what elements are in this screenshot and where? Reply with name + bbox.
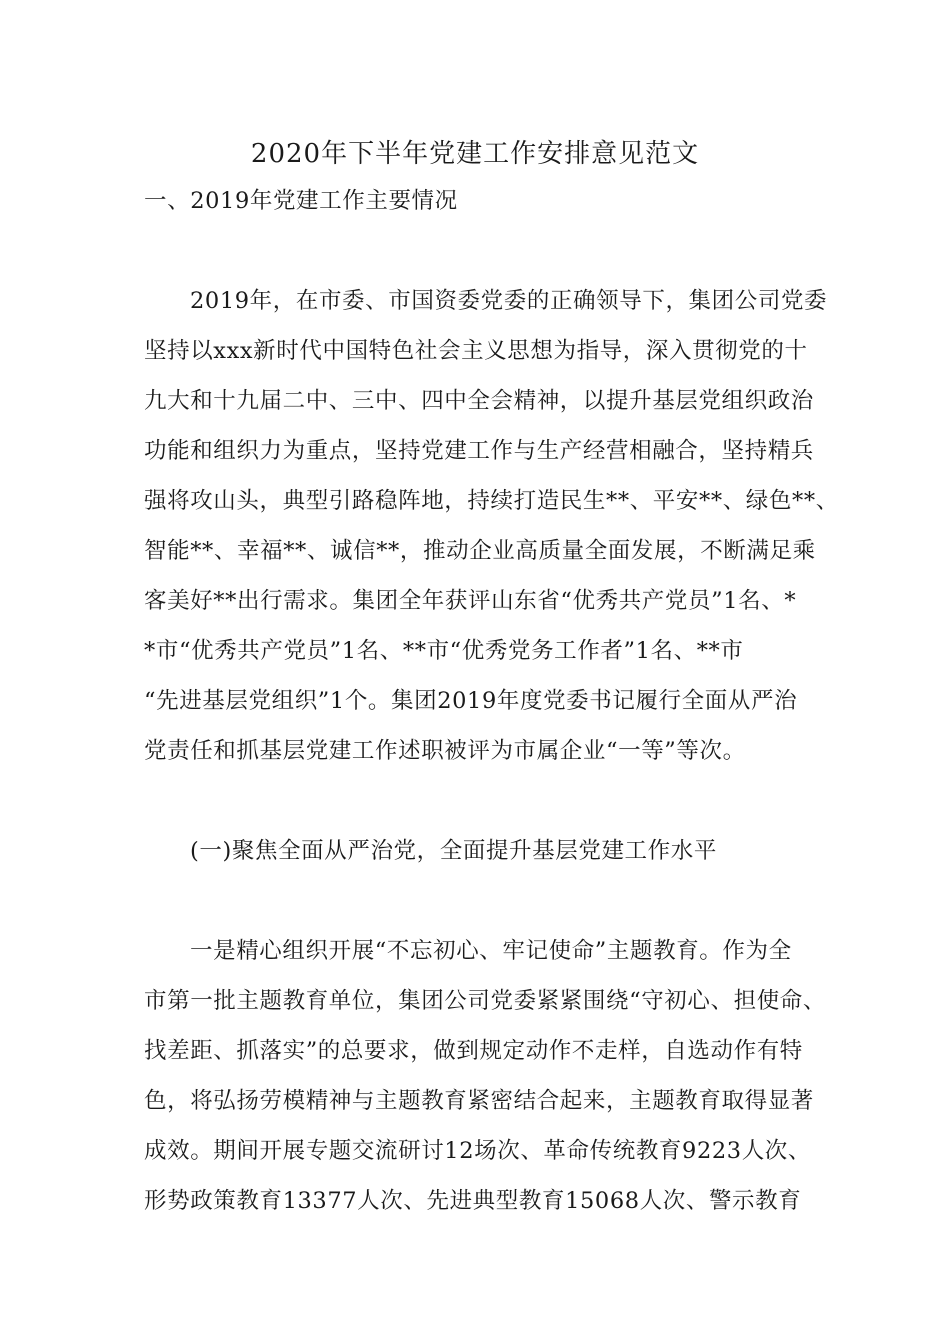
document-title: 2020年下半年党建工作安排意见范文 <box>250 139 700 169</box>
paragraph-line: 智能**、幸福**、诚信**，推动企业高质量全面发展，不断满足乘 <box>144 538 816 564</box>
paragraph-line: 客美好**出行需求。集团全年获评山东省“优秀共产党员”1名、* <box>144 588 797 614</box>
paragraph-line: 成效。期间开展专题交流研讨12场次、革命传统教育9223人次、 <box>144 1138 811 1164</box>
paragraph-line: 党责任和抓基层党建工作述职被评为市属企业“一等”等次。 <box>144 738 746 764</box>
paragraph-line: 形势政策教育13377人次、先进典型教育15068人次、警示教育 <box>144 1188 802 1214</box>
paragraph-line: 一是精心组织开展“不忘初心、牢记使命”主题教育。作为全 <box>190 938 792 964</box>
paragraph-line: 色，将弘扬劳模精神与主题教育紧密结合起来，主题教育取得显著 <box>144 1088 814 1114</box>
paragraph-line: 2019年，在市委、市国资委党委的正确领导下，集团公司党委 <box>190 288 828 314</box>
section-heading: 一、2019年党建工作主要情况 <box>144 188 458 214</box>
paragraph-line: 市第一批主题教育单位，集团公司党委紧紧围绕“守初心、担使命、 <box>144 988 827 1014</box>
subsection-heading: (一)聚焦全面从严治党，全面提升基层党建工作水平 <box>190 838 717 864</box>
paragraph-line: 找差距、抓落实”的总要求，做到规定动作不走样，自选动作有特 <box>144 1038 803 1064</box>
paragraph-line: 强将攻山头，典型引路稳阵地，持续打造民生**、平安**、绿色**、 <box>144 488 839 514</box>
paragraph-line: 九大和十九届二中、三中、四中全会精神，以提升基层党组织政治 <box>144 388 814 414</box>
paragraph-line: 功能和组织力为重点，坚持党建工作与生产经营相融合，坚持精兵 <box>144 438 814 464</box>
paragraph-line: “先进基层党组织”1个。集团2019年度党委书记履行全面从严治 <box>144 688 798 714</box>
paragraph-line: 坚持以xxx新时代中国特色社会主义思想为指导，深入贯彻党的十 <box>144 338 808 364</box>
paragraph-line: *市“优秀共产党员”1名、**市“优秀党务工作者”1名、**市 <box>144 638 744 664</box>
